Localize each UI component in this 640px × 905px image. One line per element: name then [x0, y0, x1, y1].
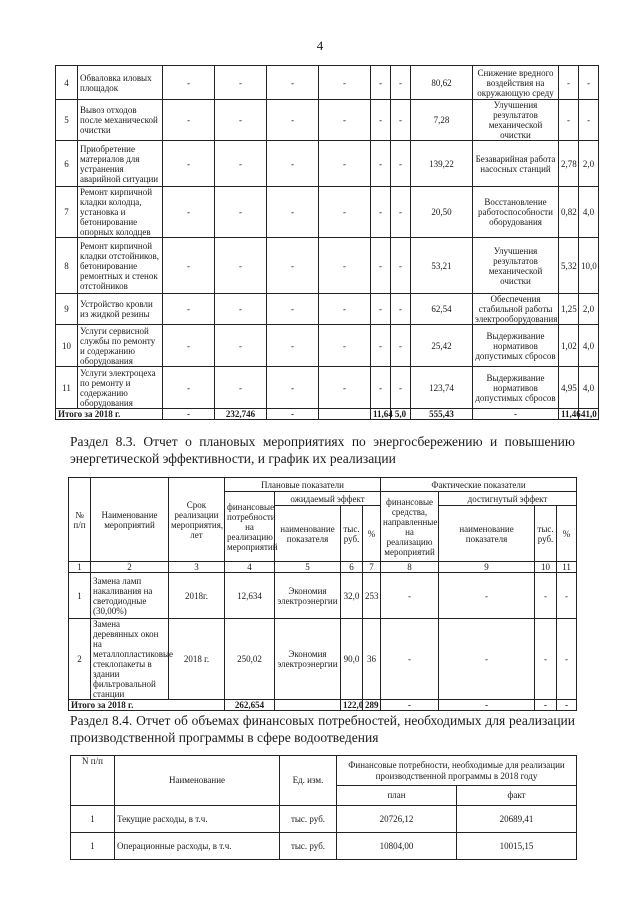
table-cell: - [557, 573, 577, 619]
row-number: 7 [56, 187, 78, 238]
indicator-name-header: наименование показателя [275, 506, 341, 562]
col-name-header: Наименование [115, 756, 280, 806]
table-row [69, 619, 577, 700]
column-number: 3 [169, 562, 225, 573]
table-cell: - [371, 187, 391, 238]
table-cell: - [371, 367, 391, 409]
fact-value: 20689,41 [457, 806, 577, 833]
effect-text: Улучшения результатов механической очистки [473, 100, 559, 141]
measure-name: Устройство кровли из жидкой резины [78, 294, 163, 325]
measures-table [55, 65, 599, 420]
table-cell: 4,95 [559, 367, 579, 409]
col-term-header: Срок реализации мероприятия, лет [169, 478, 225, 562]
table-cell: - [319, 238, 371, 294]
table-cell: - [381, 700, 439, 711]
financial-needs-table [70, 755, 577, 860]
table-cell: - [319, 294, 371, 325]
needs-header: Финансовые потребности, необходимые для реализации производственной программы в 2018 году [337, 756, 577, 786]
table-cell: - [163, 325, 215, 367]
row-number: 1 [71, 806, 115, 833]
table-cell: - [163, 409, 215, 420]
sum-value: 139,22 [411, 141, 473, 187]
table-cell: 4,0 [579, 187, 599, 238]
table-cell: - [267, 238, 319, 294]
table-cell: - [163, 141, 215, 187]
table-cell: 41,0 [579, 409, 599, 420]
table-cell: 2,0 [579, 141, 599, 187]
table-cell: - [163, 367, 215, 409]
table-cell: - [267, 367, 319, 409]
row-number: 10 [56, 325, 78, 367]
table-cell: Экономия электроэнергии [275, 573, 341, 619]
measure-name: Ремонт кирпичной кладки отстойников, бетонирование ремонтных и стенок отстойников [78, 238, 163, 294]
table-cell: - [319, 187, 371, 238]
fact-thous-rub-header: тыс. руб. [535, 506, 557, 562]
column-number: 2 [91, 562, 169, 573]
thous-rub-header: тыс. руб. [341, 506, 363, 562]
column-number: 1 [69, 562, 91, 573]
table-cell: - [391, 325, 411, 367]
table-cell: 250,02 [225, 619, 275, 700]
table-cell: - [319, 141, 371, 187]
measure-name: Замена ламп накаливания на светодиодные (30,00%) [91, 573, 169, 619]
fact-group-header: Фактические показатели [381, 478, 577, 492]
table-cell: 2018 г. [169, 619, 225, 700]
column-number: 10 [535, 562, 557, 573]
table-cell: 0,82 [559, 187, 579, 238]
table-cell: - [559, 100, 579, 141]
table-row [56, 100, 599, 141]
table-row [56, 238, 599, 294]
table-cell: - [163, 66, 215, 100]
table-cell: - [163, 294, 215, 325]
table-cell: - [267, 66, 319, 100]
plan-group-header: Плановые показатели [225, 478, 381, 492]
percent-header: % [363, 506, 381, 562]
table-cell: 232,746 [215, 409, 267, 420]
effect-text: Улучшения результатов механической очистки [473, 238, 559, 294]
fact-value: 10015,15 [457, 833, 577, 860]
sum-value: 80,62 [411, 66, 473, 100]
total-row [56, 409, 599, 420]
column-number: 8 [381, 562, 439, 573]
table-row [56, 294, 599, 325]
table-cell: 4,0 [579, 325, 599, 367]
total-label: Итого за 2018 г. [69, 700, 225, 711]
table-cell: Экономия электроэнергии [275, 619, 341, 700]
table-cell: - [439, 619, 535, 700]
column-number: 11 [557, 562, 577, 573]
table-cell: 2018г. [169, 573, 225, 619]
table-cell: - [319, 66, 371, 100]
measure-name: Услуги электроцеха по ремонту и содержанию оборудования [78, 367, 163, 409]
measure-name: Вывоз отходов после механической очистки [78, 100, 163, 141]
plan-finance-header: финансовые потребности на реализацию мероприятий [225, 492, 275, 562]
table-cell: - [267, 294, 319, 325]
table-cell: - [371, 294, 391, 325]
fact-header: факт [457, 786, 577, 806]
table-row [71, 833, 577, 860]
row-number: 6 [56, 141, 78, 187]
expected-effect-header: ожидаемый эффект [275, 492, 381, 506]
table-cell: 122,0 [341, 700, 363, 711]
table-cell: 10,0 [579, 238, 599, 294]
row-number: 9 [56, 294, 78, 325]
table-cell: - [215, 187, 267, 238]
table-cell: 4,0 [579, 367, 599, 409]
table-cell: - [319, 100, 371, 141]
plan-header: план [337, 786, 457, 806]
table-cell: - [391, 141, 411, 187]
table-cell: - [319, 367, 371, 409]
table-cell: - [439, 573, 535, 619]
sum-value: 62,54 [411, 294, 473, 325]
table-cell: - [163, 187, 215, 238]
table-cell: - [535, 619, 557, 700]
table-cell [319, 409, 371, 420]
measure-name: Обваловка иловых площадок [78, 66, 163, 100]
table-cell: - [391, 367, 411, 409]
table-cell: - [371, 100, 391, 141]
effect-text: Выдерживание нормативов допустимых сбросов [473, 325, 559, 367]
table-cell: - [391, 294, 411, 325]
table-cell: 90,0 [341, 619, 363, 700]
table-cell: - [215, 367, 267, 409]
column-number: 9 [439, 562, 535, 573]
table-row [56, 325, 599, 367]
effect-text: Выдерживание нормативов допустимых сбросов [473, 367, 559, 409]
column-number: 4 [225, 562, 275, 573]
table-cell: - [267, 409, 319, 420]
table-cell: - [381, 619, 439, 700]
col-unit-header: Ед. изм. [280, 756, 337, 806]
fact-indicator-name-header: наименование показателя [439, 506, 535, 562]
table-cell: - [439, 700, 535, 711]
table-cell: - [215, 325, 267, 367]
table-cell: - [215, 100, 267, 141]
section-8-3-title: Раздел 8.3. Отчет о плановых мероприятиях по энергосбережению и повышению энергетической эффективности, и график их реализации [70, 434, 575, 466]
total-row [69, 700, 577, 711]
table-row [56, 66, 599, 100]
table-cell: 2,78 [559, 141, 579, 187]
section-8-4-title: Раздел 8.4. Отчет об объемах финансовых потребностей, необходимых для реализации производственной программы в сфере водоотведения [70, 713, 575, 745]
table-row [56, 141, 599, 187]
table-cell: - [557, 619, 577, 700]
table-cell: - [473, 409, 559, 420]
row-number: 1 [69, 573, 91, 619]
col-num-header: N п/п [71, 756, 115, 806]
table-cell: 253 [363, 573, 381, 619]
sum-value: 20,50 [411, 187, 473, 238]
table-cell: 5,0 [391, 409, 411, 420]
fact-percent-header: % [557, 506, 577, 562]
table-cell: 1,25 [559, 294, 579, 325]
table-cell: 36 [363, 619, 381, 700]
column-number: 6 [341, 562, 363, 573]
table-cell: - [371, 141, 391, 187]
table-cell: - [163, 100, 215, 141]
table-cell: - [557, 700, 577, 711]
page-number: 4 [316, 38, 324, 53]
effect-text: Снижение вредного воздействия на окружающую среду [473, 66, 559, 100]
table-row [71, 806, 577, 833]
table-cell: - [215, 66, 267, 100]
table-cell: - [535, 700, 557, 711]
table-cell: - [579, 100, 599, 141]
row-number: 5 [56, 100, 78, 141]
table-cell: 555,43 [411, 409, 473, 420]
table-cell: - [535, 573, 557, 619]
plan-value: 10804,00 [337, 833, 457, 860]
table-cell: 262,654 [225, 700, 275, 711]
measure-name: Замена деревянных окон на металлопластиковые стеклопакеты в здании фильтровальной станции [91, 619, 169, 700]
table-cell: 12,634 [225, 573, 275, 619]
table-cell: - [267, 187, 319, 238]
table-cell: - [267, 325, 319, 367]
table-cell: - [215, 141, 267, 187]
effect-text: Безаварийная работа насосных станций [473, 141, 559, 187]
row-number: 11 [56, 367, 78, 409]
measure-name: Приобретение материалов для устранения аварийной ситуации [78, 141, 163, 187]
table-row [56, 187, 599, 238]
table-cell: 1,02 [559, 325, 579, 367]
table-cell: - [391, 66, 411, 100]
measure-name: Ремонт кирпичной кладки колодца, установка и бетонирование опорных колодцев [78, 187, 163, 238]
total-label: Итого за 2018 г. [56, 409, 163, 420]
table-cell: - [215, 238, 267, 294]
table-cell: - [371, 238, 391, 294]
table-cell: - [267, 141, 319, 187]
fact-finance-header: финансовые средства, направленные на реализацию мероприятий [381, 492, 439, 562]
table-cell: - [391, 187, 411, 238]
effect-text: Восстановление работоспособности оборудования [473, 187, 559, 238]
table-cell: - [579, 66, 599, 100]
row-number: 8 [56, 238, 78, 294]
table-cell: - [391, 100, 411, 141]
table-cell: - [381, 573, 439, 619]
table-cell: 11,64 [371, 409, 391, 420]
table-cell: - [319, 325, 371, 367]
table-row [56, 367, 599, 409]
unit: тыс. руб. [280, 806, 337, 833]
sum-value: 123,74 [411, 367, 473, 409]
table-cell [275, 700, 341, 711]
column-number: 5 [275, 562, 341, 573]
energy-saving-table [68, 477, 577, 711]
measure-name: Услуги сервисной службы по ремонту и содержанию оборудования [78, 325, 163, 367]
table-cell: 2,0 [579, 294, 599, 325]
table-cell: - [267, 100, 319, 141]
sum-value: 25,42 [411, 325, 473, 367]
table-cell: 32,0 [341, 573, 363, 619]
table-cell: 289 [363, 700, 381, 711]
table-row [69, 573, 577, 619]
table-cell: 5,32 [559, 238, 579, 294]
unit: тыс. руб. [280, 833, 337, 860]
col-name-header: Наименование мероприятий [91, 478, 169, 562]
plan-value: 20726,12 [337, 806, 457, 833]
col-num-header: № п/п [69, 478, 91, 562]
item-name: Операционные расходы, в т.ч. [115, 833, 280, 860]
row-number: 2 [69, 619, 91, 700]
column-number: 7 [363, 562, 381, 573]
table-cell: - [371, 66, 391, 100]
table-cell: - [371, 325, 391, 367]
table-cell: - [559, 66, 579, 100]
sum-value: 7,28 [411, 100, 473, 141]
row-number: 1 [71, 833, 115, 860]
effect-text: Обеспечения стабильной работы электрооборудования [473, 294, 559, 325]
table-cell: - [215, 294, 267, 325]
table-cell: 11,46 [559, 409, 579, 420]
table-cell: - [391, 238, 411, 294]
sum-value: 53,21 [411, 238, 473, 294]
item-name: Текущие расходы, в т.ч. [115, 806, 280, 833]
table-cell: - [163, 238, 215, 294]
achieved-effect-header: достигнутый эффект [439, 492, 577, 506]
row-number: 4 [56, 66, 78, 100]
